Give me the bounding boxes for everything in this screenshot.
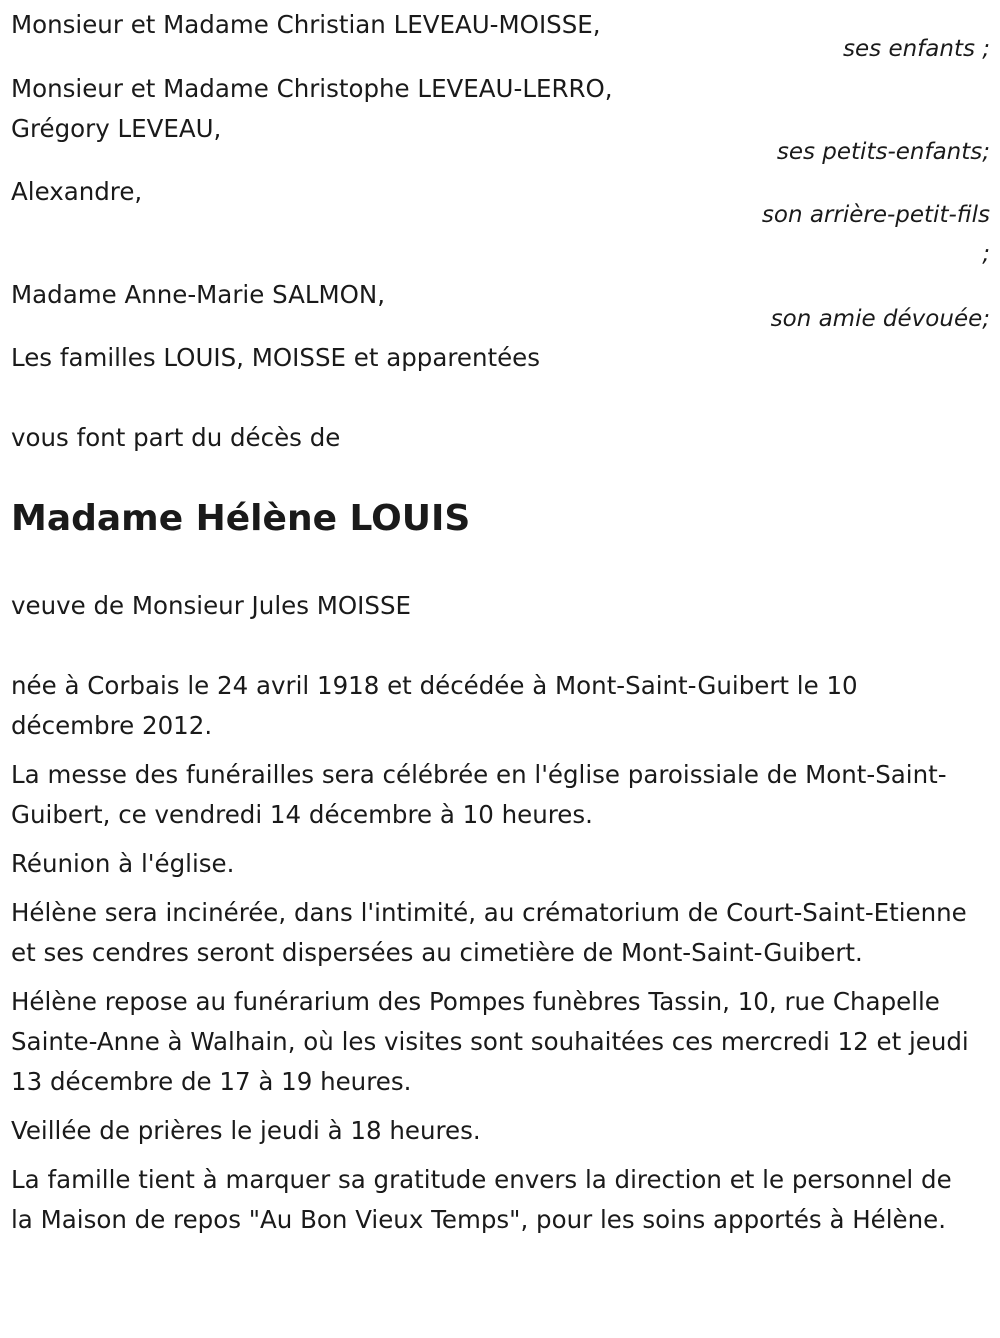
family-member-line: Monsieur et Madame Christophe LEVEAU-LERRO, [11,74,613,103]
vigil-paragraph: Veillée de prières le jeudi à 18 heures. [11,1116,481,1145]
gratitude-paragraph: La famille tient à marquer sa gratitude envers la direction et le personnel de la Maison de repos "Au Bon Vieux Temps", pour les soins apportés à Hélène. [11,1165,952,1234]
cremation-paragraph: Hélène sera incinérée, dans l'intimité, au crématorium de Court-Saint-Etienne et ses cendres seront dispersées au cimetière de Mont-Saint-Guibert. [11,898,967,967]
funeral-mass-paragraph: La messe des funérailles sera célébrée en l'église paroissiale de Mont-Saint-Guibert, ce vendredi 14 décembre à 10 heures. [11,760,947,829]
relationship-label-punctuation: ; [982,241,990,267]
family-entry-families [11,338,991,378]
birth-death-paragraph: née à Corbais le 24 avril 1918 et décédée à Mont-Saint-Guibert le 10 décembre 2012. [11,671,858,740]
relationship-label: ses enfants ; [843,36,990,62]
relationship-label: ses petits-enfants; [776,139,990,165]
announcement-text: vous font part du décès de [11,423,341,452]
visitation-paragraph: Hélène repose au funérarium des Pompes funèbres Tassin, 10, rue Chapelle Sainte-Anne à Walhain, où les visites sont souhaitées ces mercredi 12 et jeudi 13 décembre de 17 à 19 heures. [11,987,969,1096]
widow-of-text: veuve de Monsieur Jules MOISSE [11,591,411,620]
family-member-line: Grégory LEVEAU, [11,114,222,143]
deceased-name: Madame Hélène LOUIS [11,498,471,539]
family-member-line: Madame Anne-Marie SALMON, [11,280,386,309]
meeting-paragraph: Réunion à l'église. [11,849,235,878]
notice-body [11,666,986,1240]
relationship-label: son amie dévouée; [770,306,990,332]
family-member-line: Les familles LOUIS, MOISSE et apparentées [11,343,541,372]
family-member-line: Alexandre, [11,177,143,206]
relationship-label: son arrière-petit-fils [761,202,990,228]
family-member-line: Monsieur et Madame Christian LEVEAU-MOISSE, [11,10,601,39]
